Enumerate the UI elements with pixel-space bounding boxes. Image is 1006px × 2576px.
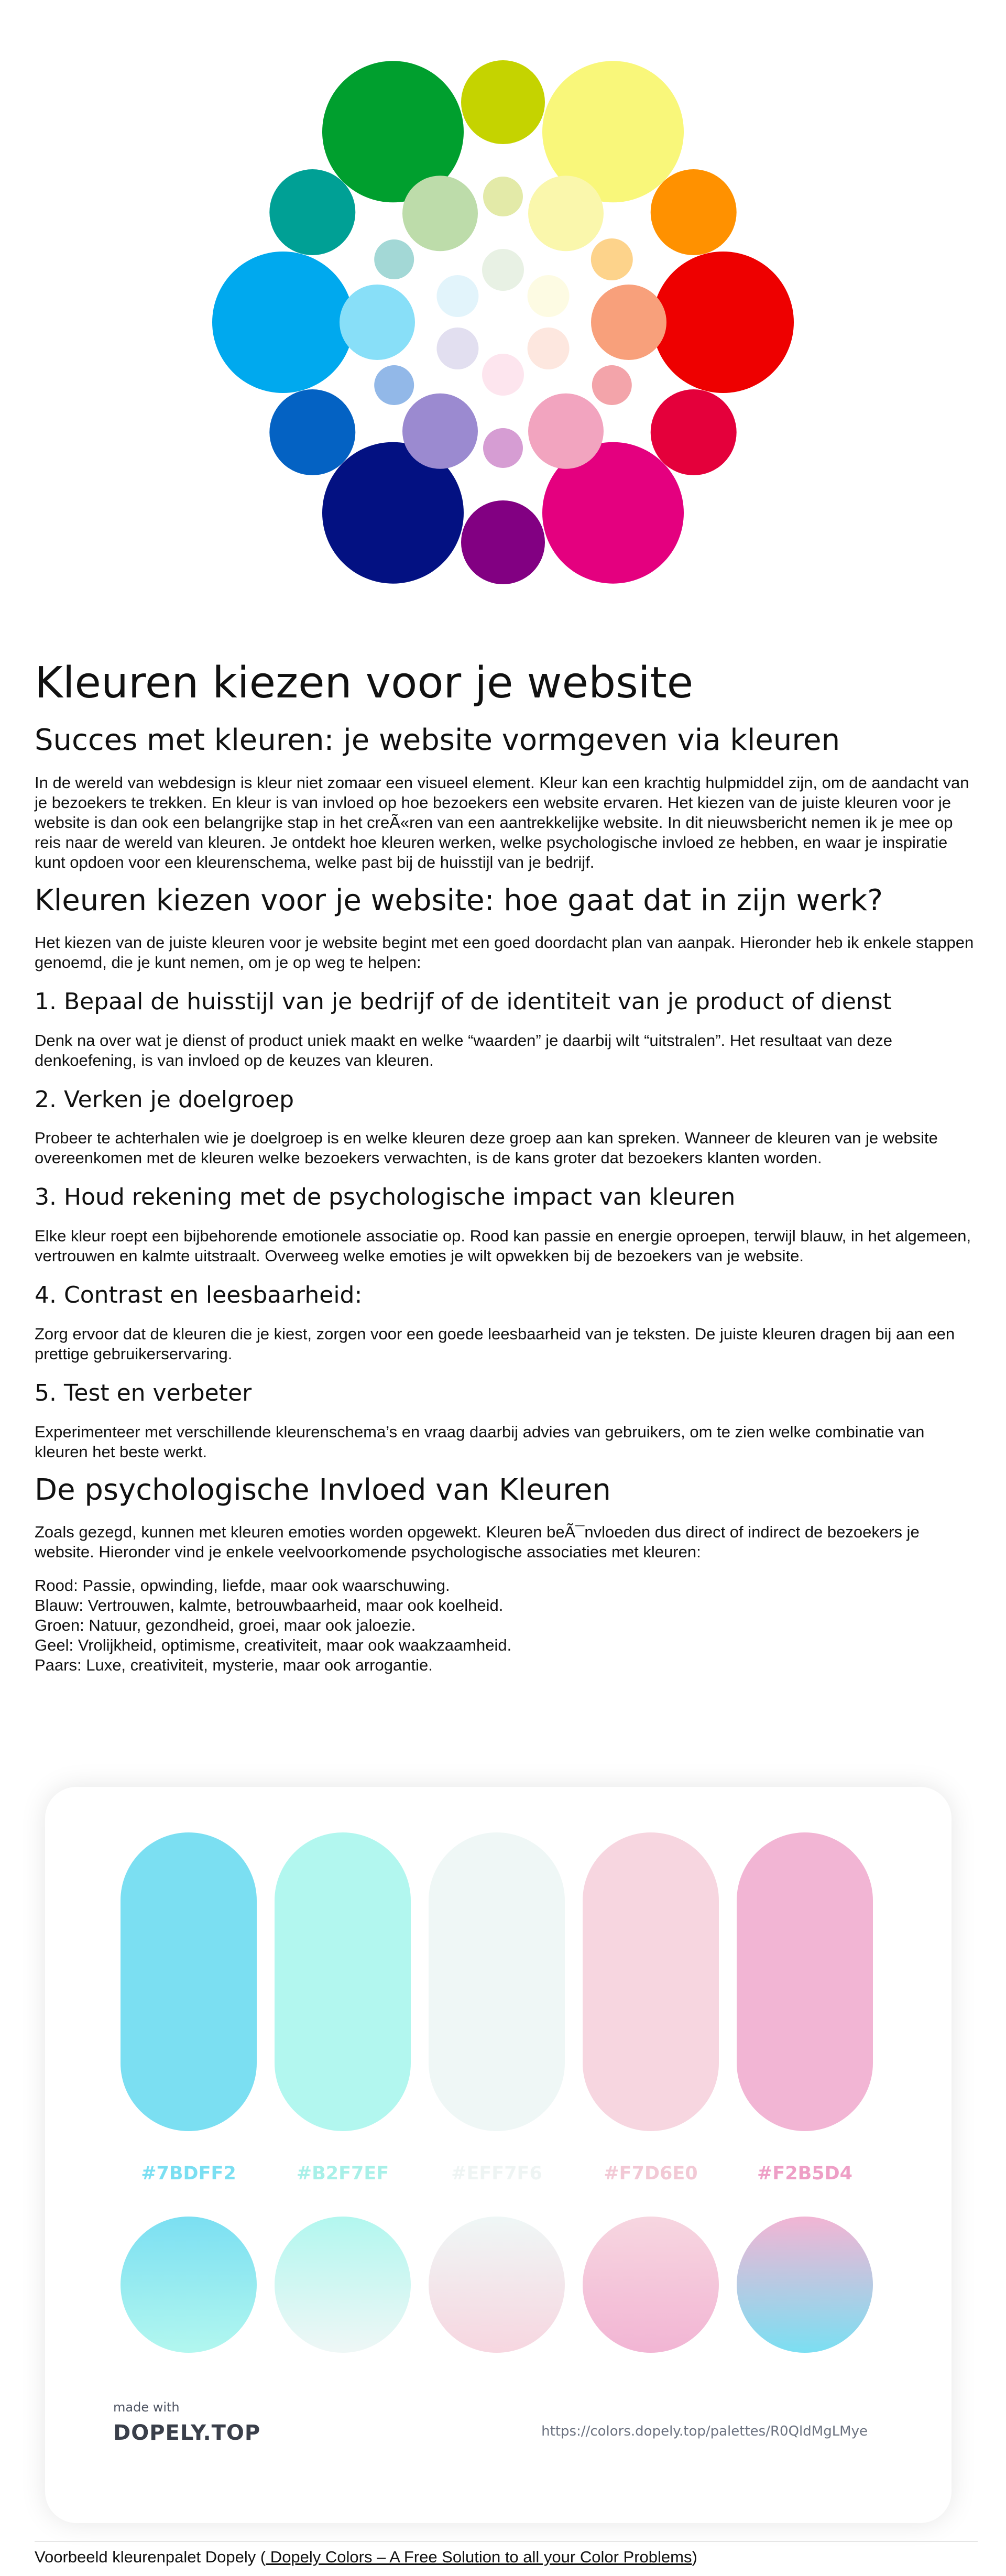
page-title: Kleuren kiezen voor je website <box>35 658 694 708</box>
color-circle-ring2-1 <box>483 177 523 216</box>
dopely-colors-link[interactable]: Dopely Colors – A Free Solution to all your Color Problems <box>266 2548 692 2566</box>
color-circle-ring1-3 <box>651 169 737 255</box>
palette-hex-5: #F2B5D4 <box>757 2163 853 2184</box>
step-heading-5: 5. Test en verbeter <box>35 1379 252 1406</box>
color-circle-ring2-10 <box>340 285 415 360</box>
palette-swatch-3 <box>429 1832 565 2131</box>
palette-swatch-1 <box>121 1832 257 2131</box>
palette-url: https://colors.dopely.top/palettes/R0QldMgLMye <box>541 2424 868 2439</box>
palette-gradient-dot-4 <box>583 2217 719 2353</box>
psychology-intro-paragraph: Zoals gezegd, kunnen met kleuren emoties worden opgewekt. Kleuren beÃ¯nvloeden dus direct of indirect de bezoekers je website. Hieronder vind je enkele veelvoorkomende psychologische associaties met kleuren: <box>35 1522 920 1561</box>
palette-gradient-dot-3 <box>429 2217 565 2353</box>
intro-paragraph: In de wereld van webdesign is kleur niet zomaar een visueel element. Kleur kan een krachtig hulpmiddel zijn, om de aandacht van je bezoekers te trekken. En kleur is van invloed op hoe bezoekers een website ervaren. Het kiezen van de juiste kleuren voor je website is dan ook een belangrijke stap in het creÃ«ren van een aantrekkelijke website. In dit nieuwsbericht nemen ik je mee op reis naar de wereld van kleuren. Je ontdekt hoe kleuren werken, welke psychologische invloed ze hebben, en waar je inspiratie kunt opdoen voor een kleurenschema, welke past bij de huisstijl van je bedrijf. <box>35 773 969 871</box>
association-blue: Blauw: Vertrouwen, kalmte, betrouwbaarheid, maar ook koelheid. <box>35 1596 504 1614</box>
palette-swatch-4 <box>583 1832 719 2131</box>
color-circle-ring2-8 <box>402 394 478 469</box>
color-circle-ring2-6 <box>528 394 604 469</box>
color-circle-ring3-5 <box>436 328 478 369</box>
color-circle-ring3-4 <box>482 354 524 396</box>
association-purple: Paars: Luxe, creativiteit, mysterie, maar ook arrogantie. <box>35 1655 433 1674</box>
made-with-label: made with <box>113 2400 180 2415</box>
palette-gradient-dot-1 <box>121 2217 257 2353</box>
color-circle-ring3-3 <box>528 328 570 369</box>
color-circle-illustration <box>0 0 1006 650</box>
color-circle-ring2-3 <box>591 238 633 280</box>
step-heading-4: 4. Contrast en leesbaarheid: <box>35 1282 363 1309</box>
image-caption <box>35 2547 697 2567</box>
color-circle-ring1-1 <box>461 60 545 144</box>
color-circle-ring1-7 <box>461 500 545 584</box>
color-circle-ring1-9 <box>269 389 355 475</box>
color-circle-ring3-1 <box>482 249 524 291</box>
step-heading-1: 1. Bepaal de huisstijl van je bedrijf of de identiteit van je product of dienst <box>35 988 892 1015</box>
color-circle-ring2-7 <box>483 428 523 468</box>
palette-image-card <box>45 1787 952 2523</box>
step-text-2: Probeer te achterhalen wie je doelgroep is en welke kleuren deze groep aan kan spreken. Wanneer de kleuren van je website overeenkomen met de kleuren welke bezoekers verwachten, is de kans groter dat bezoekers klanten worden. <box>35 1129 938 1167</box>
palette-hex-2: #B2F7EF <box>296 2163 389 2184</box>
color-circle-ring1-5 <box>651 389 737 475</box>
step-text-1: Denk na over wat je dienst of product uniek maakt en welke “waarden” je daarbij wilt “uitstralen”. Het resultaat van deze denkoefening, is van invloed op de keuzes van kleuren. <box>35 1031 892 1069</box>
step-text-5: Experimenteer met verschillende kleurenschema’s en vraag daarbij advies van gebruikers, om te zien welke combinatie van kleuren het beste werkt. <box>35 1422 925 1461</box>
color-circle-ring2-2 <box>528 176 604 251</box>
color-circle-ring2-5 <box>592 365 632 405</box>
dopely-brand: DOPELY.TOP <box>113 2421 261 2445</box>
palette-hex-1: #7BDFF2 <box>141 2163 236 2184</box>
section-heading-success: Succes met kleuren: je website vormgeven via kleuren <box>35 723 840 758</box>
color-circle-ring3-2 <box>528 275 570 317</box>
color-circle-ring2-9 <box>374 365 414 405</box>
color-circle-ring2-11 <box>374 239 414 279</box>
palette-swatch-5 <box>737 1832 873 2131</box>
step-heading-3: 3. Houd rekening met de psychologische impact van kleuren <box>35 1184 736 1211</box>
color-circle-ring1-11 <box>269 169 355 255</box>
association-green: Groen: Natuur, gezondheid, groei, maar ook jaloezie. <box>35 1616 416 1634</box>
caption-divider <box>35 2541 978 2542</box>
howto-intro-paragraph: Het kiezen van de juiste kleuren voor je website begint met een goed doordacht plan van aanpak. Hieronder heb ik enkele stappen genoemd, die je kunt nemen, om je op weg te helpen: <box>35 933 974 972</box>
caption-prefix: Voorbeeld kleurenpalet Dopely ( <box>35 2548 266 2566</box>
color-circle-ring2-12 <box>402 176 478 251</box>
association-red: Rood: Passie, opwinding, liefde, maar ook waarschuwing. <box>35 1576 450 1595</box>
palette-hex-4: #F7D6E0 <box>604 2163 698 2184</box>
color-circle-ring1-4 <box>652 252 794 393</box>
palette-hex-3: #EFF7F6 <box>451 2163 542 2184</box>
color-circle-ring1-10 <box>212 252 354 393</box>
color-circle-ring3-6 <box>436 275 478 317</box>
color-association-list <box>35 1576 978 1675</box>
section-heading-psychology: De psychologische Invloed van Kleuren <box>35 1472 611 1507</box>
association-yellow: Geel: Vrolijkheid, optimisme, creativiteit, maar ook waakzaamheid. <box>35 1635 512 1654</box>
color-circle-ring2-4 <box>591 285 666 360</box>
section-heading-howto: Kleuren kiezen voor je website: hoe gaat dat in zijn werk? <box>35 883 883 918</box>
step-heading-2: 2. Verken je doelgroep <box>35 1086 294 1113</box>
palette-gradient-dot-2 <box>275 2217 411 2353</box>
palette-gradient-dot-5 <box>737 2217 873 2353</box>
palette-swatch-2 <box>275 1832 411 2131</box>
caption-suffix: ) <box>692 2548 697 2566</box>
step-text-3: Elke kleur roept een bijbehorende emotionele associatie op. Rood kan passie en energie oproepen, terwijl blauw, in het algemeen, vertrouwen en kalmte uitstraalt. Overweeg welke emoties je wilt opwekken bij de bezoekers van je website. <box>35 1227 971 1265</box>
step-text-4: Zorg ervoor dat de kleuren die je kiest, zorgen voor een goede leesbaarheid van je teksten. De juiste kleuren dragen bij aan een prettige gebruikerservaring. <box>35 1324 955 1363</box>
